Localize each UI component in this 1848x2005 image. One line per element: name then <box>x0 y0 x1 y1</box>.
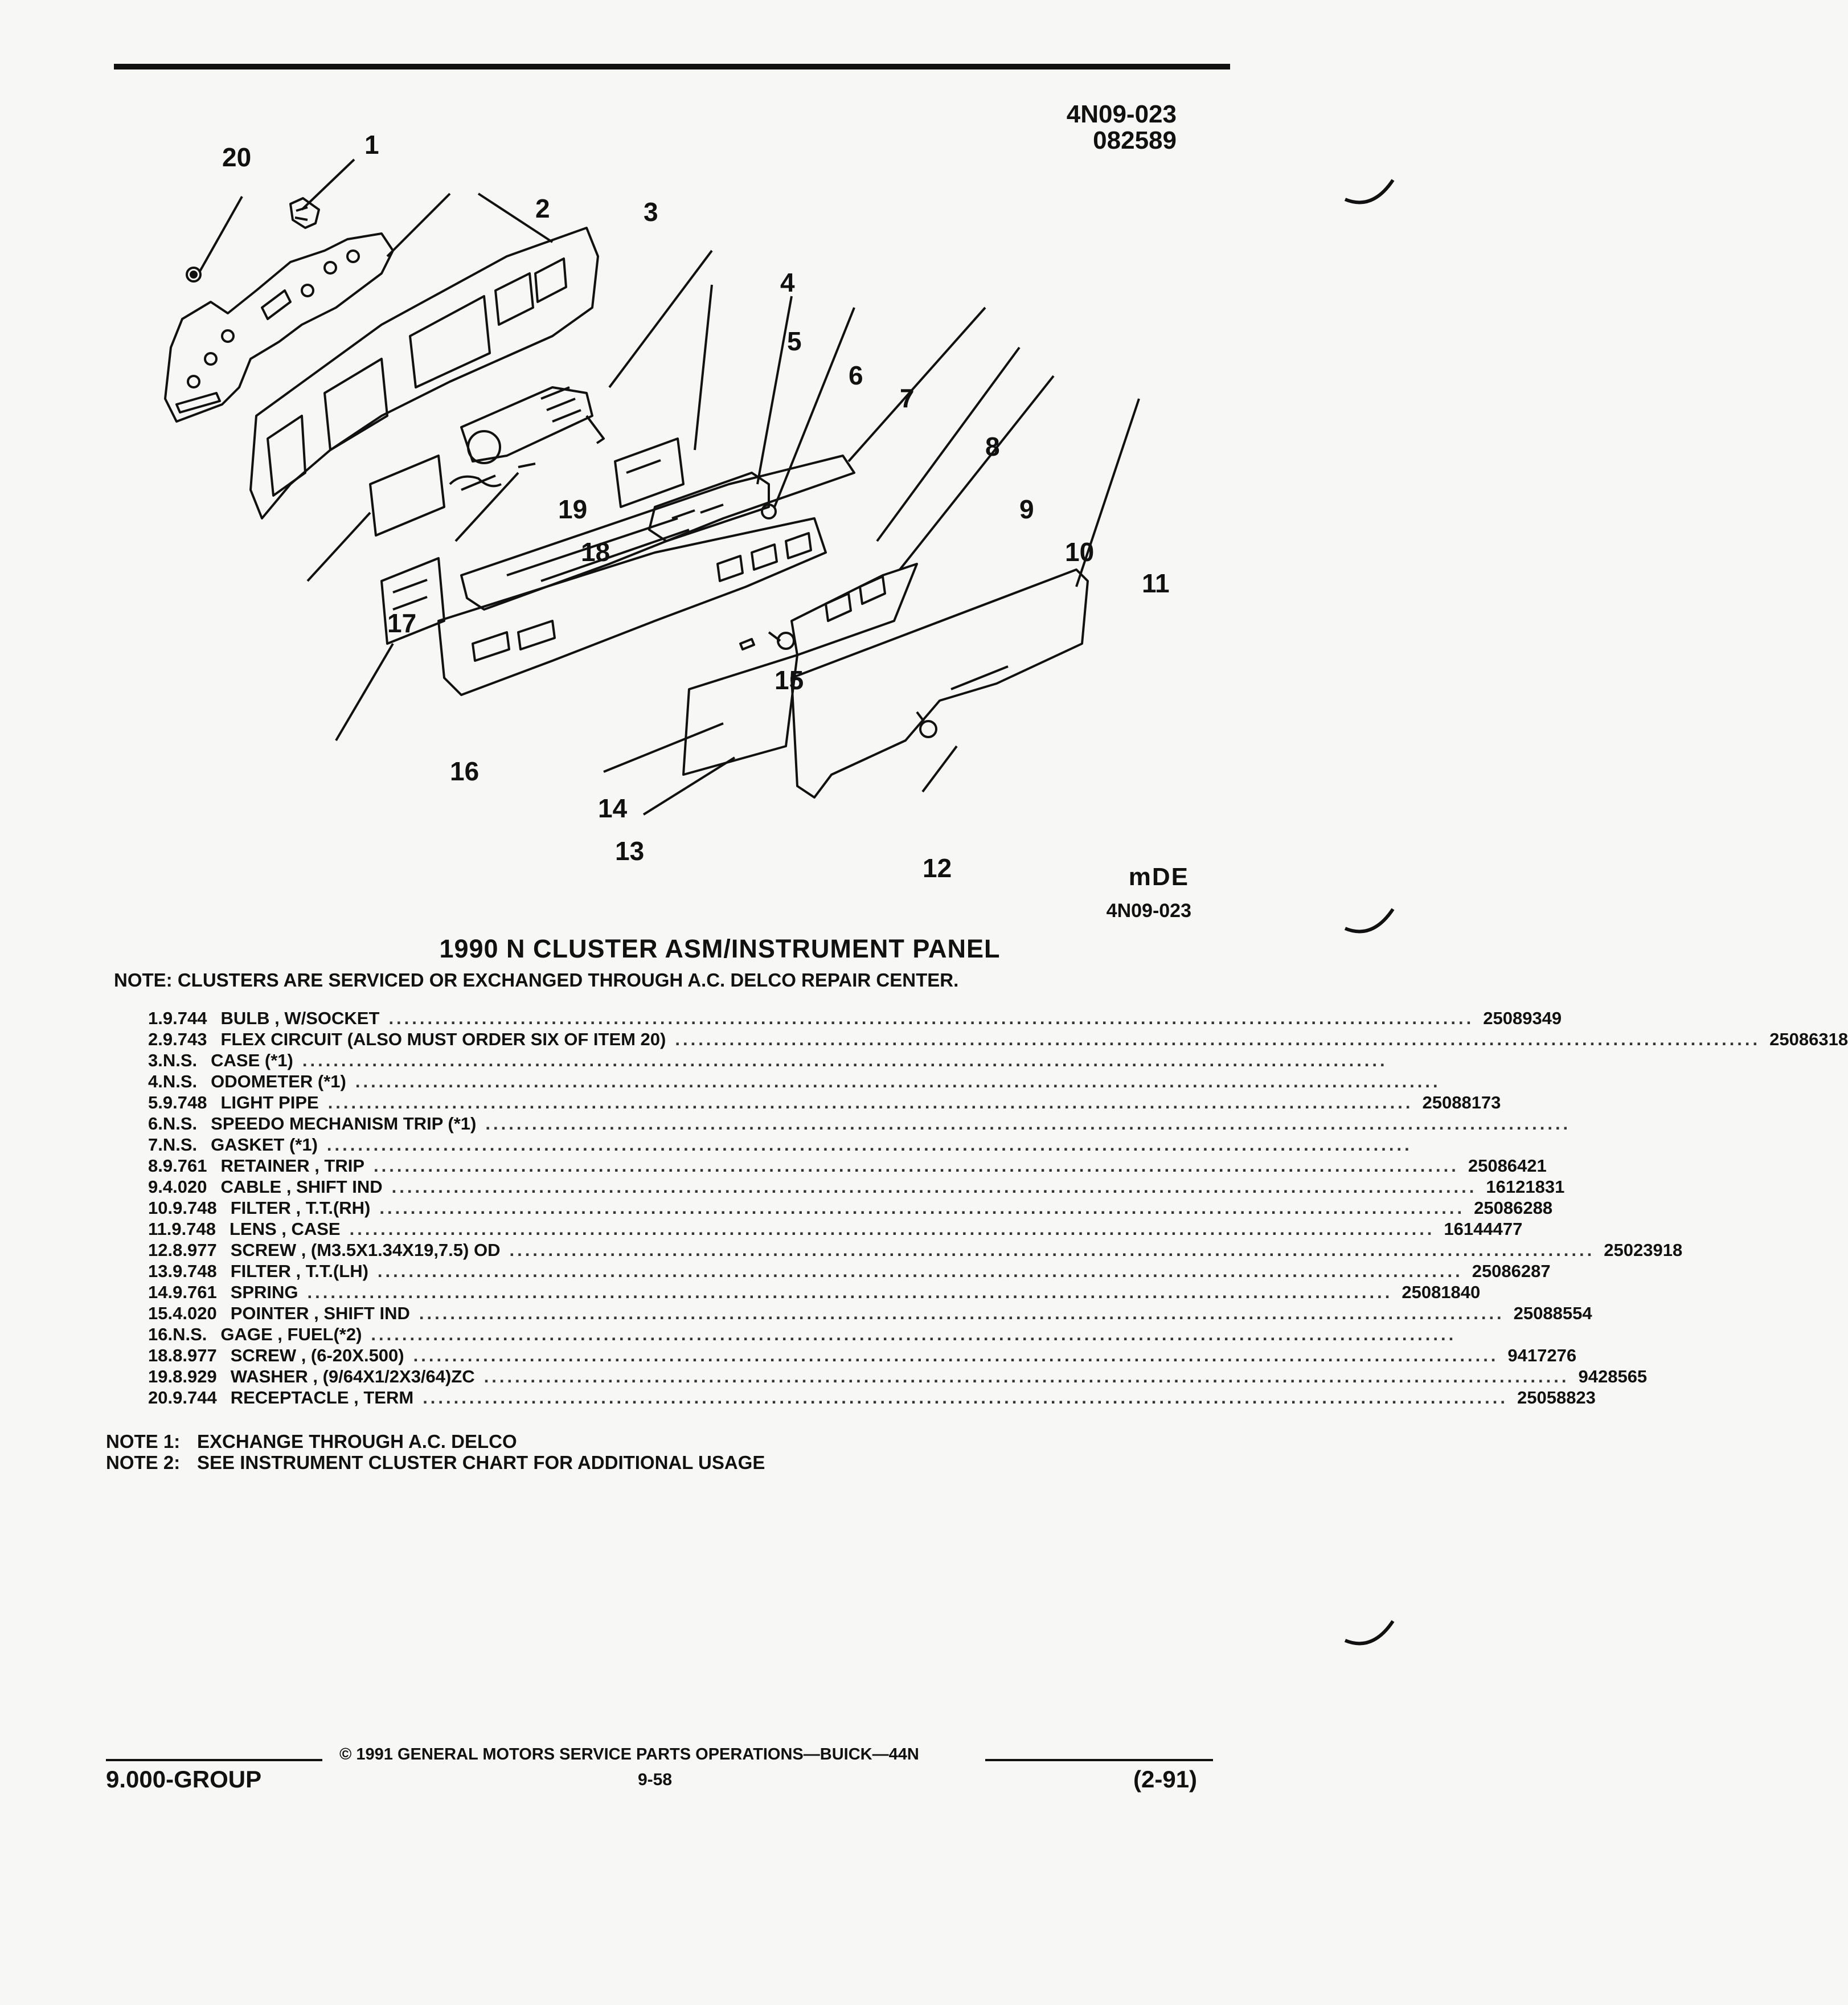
part-row <box>148 1135 1412 1156</box>
part-screw-18 <box>518 464 535 467</box>
part-row <box>148 1388 1596 1409</box>
part-item-number: 10. <box>148 1198 173 1218</box>
leader-dots: ............................................................................................................................................ <box>419 1303 1505 1323</box>
leader-dots: ............................................................................................................................................ <box>326 1135 1412 1155</box>
part-description: RETAINER , TRIP <box>220 1156 365 1176</box>
part-item-number: 8. <box>148 1156 163 1176</box>
part-item-number: 15. <box>148 1303 173 1323</box>
callout-3: 3 <box>644 197 658 227</box>
parts-list <box>148 1008 1848 1409</box>
part-row <box>148 1366 1648 1388</box>
part-flex-circuit-2 <box>165 234 393 422</box>
footer-page-number: 9-58 <box>638 1770 673 1789</box>
part-group-number: 9.761 <box>162 1156 207 1176</box>
service-note: NOTE: CLUSTERS ARE SERVICED OR EXCHANGED THROUGH A.C. DELCO REPAIR CENTER. <box>114 969 959 991</box>
callout-11: 11 <box>1142 568 1170 598</box>
part-group-number: N.S. <box>162 1050 198 1070</box>
callout-18: 18 <box>581 537 610 567</box>
part-group-number: N.S. <box>162 1071 198 1091</box>
part-number: 25086287 <box>1472 1261 1551 1281</box>
part-row <box>148 1156 1547 1177</box>
page-code-line2: 082589 <box>1093 126 1177 154</box>
part-retainer-8 <box>461 456 854 609</box>
part-row <box>148 1303 1592 1324</box>
part-item-number: 1. <box>148 1008 163 1028</box>
part-item-number: 3. <box>148 1050 163 1070</box>
leader-dots: ............................................................................................................................................ <box>675 1029 1761 1049</box>
part-number: 25086421 <box>1468 1156 1547 1176</box>
part-row <box>148 1008 1562 1029</box>
part-row <box>148 1177 1565 1198</box>
part-cable-shift-9 <box>439 518 826 695</box>
part-group-number: N.S. <box>162 1114 198 1134</box>
part-case-3 <box>251 228 598 518</box>
part-description: SCREW , (6-20X.500) <box>230 1345 404 1365</box>
part-item-number: 12. <box>148 1240 173 1260</box>
callout-2: 2 <box>535 194 550 223</box>
callout-13: 13 <box>615 836 645 866</box>
binder-mark-icon <box>1344 1618 1395 1652</box>
part-item-number: 16. <box>148 1324 173 1344</box>
part-panel-17 <box>370 456 444 535</box>
footer-rule-left <box>106 1759 322 1761</box>
publisher-logo: mDE <box>1128 863 1189 891</box>
figure-code: 4N09-023 <box>1106 900 1191 922</box>
footnotes <box>106 1431 765 1473</box>
part-number: 25086288 <box>1474 1198 1553 1218</box>
part-item-number: 2. <box>148 1029 163 1049</box>
callout-4: 4 <box>780 268 795 297</box>
part-number: 25058823 <box>1517 1388 1596 1407</box>
part-group-number: 9.748 <box>162 1092 207 1112</box>
leader-dots: ............................................................................................................................................ <box>377 1261 1463 1281</box>
leader-dots: ............................................................................................................................................ <box>327 1092 1413 1112</box>
leader-dots: ............................................................................................................................................ <box>374 1156 1459 1176</box>
part-group-number: 9.761 <box>173 1282 217 1302</box>
footer-group: 9.000-GROUP <box>106 1766 262 1793</box>
part-group-number: 9.744 <box>162 1008 207 1028</box>
part-row <box>148 1282 1481 1303</box>
exploded-view-diagram <box>142 120 1224 906</box>
leader-dots: ............................................................................................................................................ <box>483 1366 1570 1386</box>
callout-17: 17 <box>387 608 417 638</box>
part-group-number: 9.743 <box>162 1029 207 1049</box>
part-group-number: N.S. <box>162 1135 198 1155</box>
part-group-number: 8.929 <box>173 1366 217 1386</box>
part-row <box>148 1198 1553 1219</box>
part-group-number: 4.020 <box>173 1303 217 1323</box>
leader-dots: ............................................................................................................................................ <box>302 1050 1388 1070</box>
part-row <box>148 1261 1551 1282</box>
leader-dots: ............................................................................................................................................ <box>423 1388 1508 1407</box>
part-description: FLEX CIRCUIT (ALSO MUST ORDER SIX OF ITEM 20) <box>220 1029 666 1049</box>
part-description: POINTER , SHIFT IND <box>230 1303 410 1323</box>
part-number: 25088554 <box>1513 1303 1592 1323</box>
footer-date: (2-91) <box>1133 1766 1198 1793</box>
part-row <box>148 1345 1577 1366</box>
callout-7: 7 <box>900 383 915 413</box>
callout-9: 9 <box>1019 494 1034 524</box>
binder-mark-icon <box>1344 906 1395 940</box>
part-light-pipe-5 <box>615 439 683 507</box>
part-description: ODOMETER (*1) <box>211 1071 346 1091</box>
part-lens-case-11 <box>792 570 1088 797</box>
part-description: RECEPTACLE , TERM <box>230 1388 414 1407</box>
leader-dots: ............................................................................................................................................ <box>371 1324 1457 1344</box>
callout-10: 10 <box>1065 537 1095 567</box>
page-code-line1: 4N09-023 <box>1066 100 1177 128</box>
part-description: CABLE , SHIFT IND <box>220 1177 383 1197</box>
footnote-1 <box>106 1431 765 1452</box>
part-odometer-4 <box>461 387 604 463</box>
footnote-text: EXCHANGE THROUGH A.C. DELCO <box>197 1431 517 1452</box>
part-group-number: 9.748 <box>173 1198 217 1218</box>
leader-dots: ............................................................................................................................................ <box>391 1177 1477 1197</box>
part-group-number: 4.020 <box>162 1177 207 1197</box>
callout-8: 8 <box>985 432 1000 461</box>
part-item-number: 11. <box>148 1219 172 1239</box>
callout-14: 14 <box>598 793 628 823</box>
footnote-2 <box>106 1452 765 1473</box>
part-row <box>148 1050 1388 1071</box>
callout-6: 6 <box>849 361 863 390</box>
part-filter-rh-10 <box>792 564 917 655</box>
callout-5: 5 <box>787 326 802 356</box>
part-spring-14 <box>740 639 754 649</box>
part-number: 25023918 <box>1604 1240 1683 1260</box>
leader-dots: ............................................................................................................................................ <box>307 1282 1393 1302</box>
part-row <box>148 1114 1571 1135</box>
footer-rule-right <box>985 1759 1213 1761</box>
part-item-number: 19. <box>148 1366 173 1386</box>
leader-dots: ............................................................................................................................................ <box>349 1219 1435 1239</box>
part-item-number: 4. <box>148 1071 163 1091</box>
leader-dots: ............................................................................................................................................ <box>413 1345 1499 1365</box>
footnote-label: NOTE 1: <box>106 1431 181 1452</box>
part-number: 25088173 <box>1422 1092 1501 1112</box>
leader-dots: ............................................................................................................................................ <box>355 1071 1441 1091</box>
part-item-number: 5. <box>148 1092 163 1112</box>
part-row <box>148 1029 1848 1050</box>
part-number: 9428565 <box>1578 1366 1648 1386</box>
part-item-number: 14. <box>148 1282 173 1302</box>
part-group-number: 8.977 <box>173 1345 217 1365</box>
part-number: 25089349 <box>1483 1008 1562 1028</box>
footnote-text: SEE INSTRUMENT CLUSTER CHART FOR ADDITIONAL USAGE <box>197 1452 765 1473</box>
part-description: SPRING <box>230 1282 298 1302</box>
part-number: 25086318 <box>1769 1029 1848 1049</box>
leader-dots: ............................................................................................................................................ <box>379 1198 1465 1218</box>
part-description: FILTER , T.T.(LH) <box>230 1261 368 1281</box>
part-group-number: N.S. <box>173 1324 207 1344</box>
part-item-number: 13. <box>148 1261 173 1281</box>
callout-15: 15 <box>775 665 804 695</box>
part-description: CASE (*1) <box>211 1050 293 1070</box>
callout-1: 1 <box>364 130 379 159</box>
top-rule <box>114 64 1230 69</box>
part-description: WASHER , (9/64X1/2X3/64)ZC <box>230 1366 475 1386</box>
page-title: 1990 N CLUSTER ASM/INSTRUMENT PANEL <box>439 934 1001 963</box>
footer-copyright: © 1991 GENERAL MOTORS SERVICE PARTS OPERATIONS—BUICK—44N <box>339 1745 919 1763</box>
part-description: FILTER , T.T.(RH) <box>230 1198 371 1218</box>
part-bulb-1 <box>290 198 319 228</box>
part-group-number: 8.977 <box>173 1240 217 1260</box>
part-pointer-15 <box>778 633 794 649</box>
part-description: GASKET (*1) <box>211 1135 318 1155</box>
part-item-number: 6. <box>148 1114 163 1134</box>
part-row <box>148 1092 1501 1114</box>
part-description: LENS , CASE <box>229 1219 341 1239</box>
part-item-number: 20. <box>148 1388 173 1407</box>
part-number: 9417276 <box>1507 1345 1577 1365</box>
part-number: 16121831 <box>1486 1177 1565 1197</box>
leader-dots: ............................................................................................................................................ <box>388 1008 1474 1028</box>
part-description: GAGE , FUEL(*2) <box>220 1324 362 1344</box>
part-description: SPEEDO MECHANISM TRIP (*1) <box>211 1114 477 1134</box>
callout-20: 20 <box>222 142 252 172</box>
part-group-number: 9.748 <box>173 1261 217 1281</box>
part-group-number: 9.748 <box>171 1219 216 1239</box>
part-number: 16144477 <box>1444 1219 1523 1239</box>
footnote-label: NOTE 2: <box>106 1452 181 1473</box>
part-description: SCREW , (M3.5X1.34X19,7.5) OD <box>230 1240 501 1260</box>
part-description: BULB , W/SOCKET <box>220 1008 380 1028</box>
part-item-number: 9. <box>148 1177 163 1197</box>
callout-16: 16 <box>450 756 480 786</box>
part-receptacle-20 <box>187 268 200 281</box>
part-group-number: 9.744 <box>173 1388 217 1407</box>
binder-mark-icon <box>1344 177 1395 211</box>
part-row <box>148 1219 1523 1240</box>
part-number: 25081840 <box>1402 1282 1481 1302</box>
leader-dots: ............................................................................................................................................ <box>485 1114 1571 1134</box>
part-item-number: 7. <box>148 1135 163 1155</box>
leader-dots: ............................................................................................................................................ <box>509 1240 1595 1260</box>
part-row <box>148 1240 1683 1261</box>
part-description: LIGHT PIPE <box>220 1092 319 1112</box>
callout-19: 19 <box>558 494 588 524</box>
part-item-number: 18. <box>148 1345 173 1365</box>
part-row <box>148 1324 1457 1345</box>
part-row <box>148 1071 1441 1092</box>
callout-12: 12 <box>923 853 952 883</box>
